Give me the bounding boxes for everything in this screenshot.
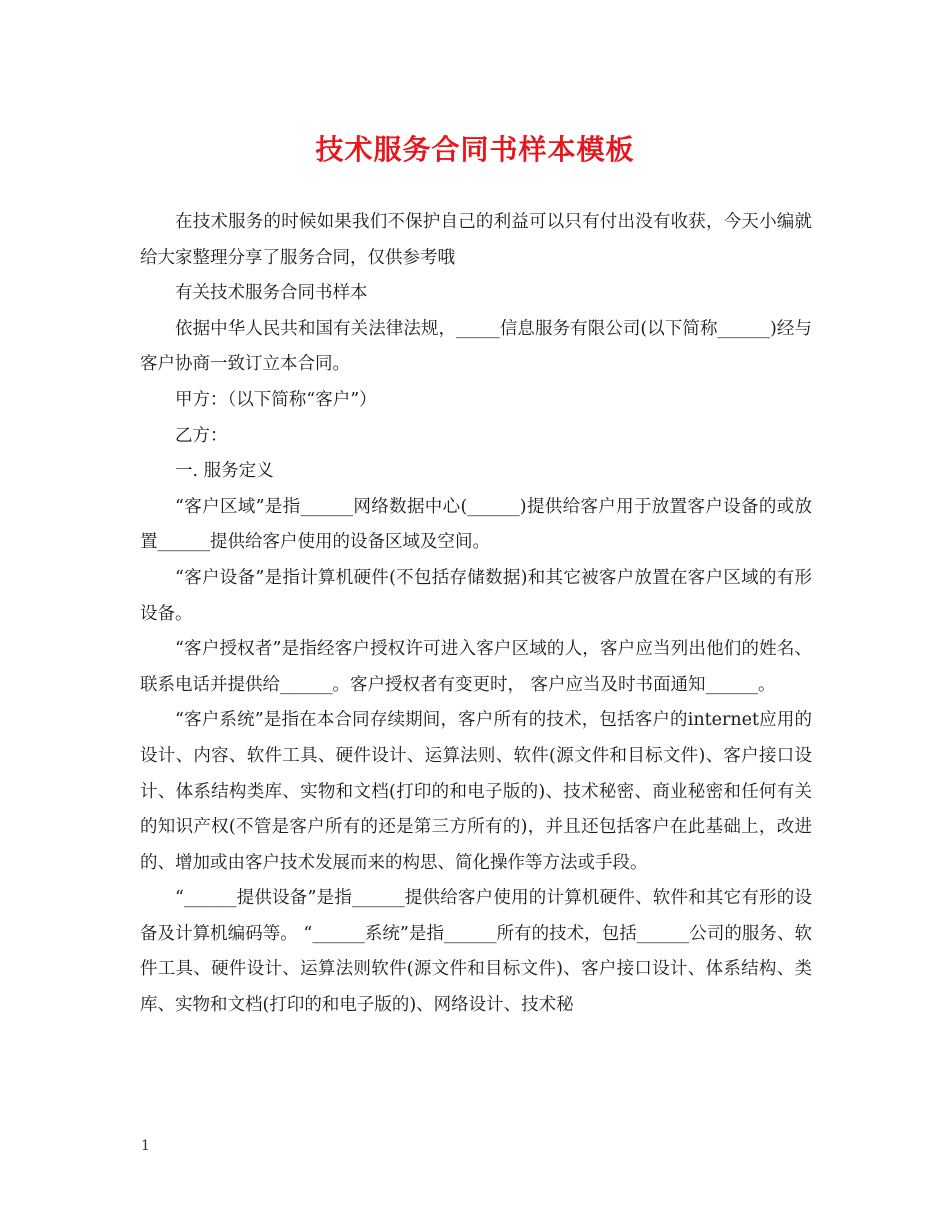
party-a-line: 甲方：（以下简称“客户”） (175, 389, 377, 410)
document-body (140, 205, 812, 1024)
section-heading: 有关技术服务合同书样本 (175, 283, 368, 304)
definition-customer-authorized: “客户授权者”是指经客户授权许可进入客户区域的人，客户应当列出他们的姓名、联系电话并提供给______。客户授权者有变更时， 客户应当及时书面通知______。 (140, 639, 812, 695)
definition-customer-area: “客户区域”是指______网络数据中心(______)提供给客户用于放置客户设备的或放置______提供给客户使用的设备区域及空间。 (140, 496, 812, 553)
clause-heading: 一. 服务定义 (175, 461, 274, 482)
definition-customer-equipment: “客户设备”是指计算机硬件(不包括存储数据)和其它被客户放置在客户区域的有形设备。 (140, 567, 812, 624)
page-number: 1 (141, 1138, 150, 1154)
document-title: 技术服务合同书样本模板 (315, 133, 635, 166)
definition-provided-equipment: “______提供设备”是指______提供给客户使用的计算机硬件、软件和其它有形的设备及计算机编码等。 “______系统”是指______所有的技术，包括______公司的服务、软件工具、硬件设计、运算法则软件(源文件和目标文件)、客户接口设计、体系结构、类库、实物和文档(打印的和电子版的)、网络设计、技术秘 (140, 888, 812, 1016)
intro-paragraph: 在技术服务的时候如果我们不保护自己的利益可以只有付出没有收获，今天小编就给大家整理分享了服务合同，仅供参考哦 (140, 212, 812, 268)
definition-customer-system: “客户系统”是指在本合同存续期间，客户所有的技术，包括客户的internet应用的设计、内容、软件工具、硬件设计、运算法则、软件(源文件和目标文件)、客户接口设计、体系结构类库、实物和文档(打印的和电子版的)、技术秘密、商业秘密和任何有关的知识产权(不管是客户所有的还是第三方所有的)，并且还包括客户在此基础上，改进的、增加或由客户技术发展而来的构思、简化操作等方法或手段。 (140, 710, 812, 873)
preamble-paragraph: 依据中华人民共和国有关法律法规，_____信息服务有限公司(以下简称______)经与客户协商一致订立本合同。 (140, 318, 812, 375)
party-b-line: 乙方： (175, 425, 228, 446)
